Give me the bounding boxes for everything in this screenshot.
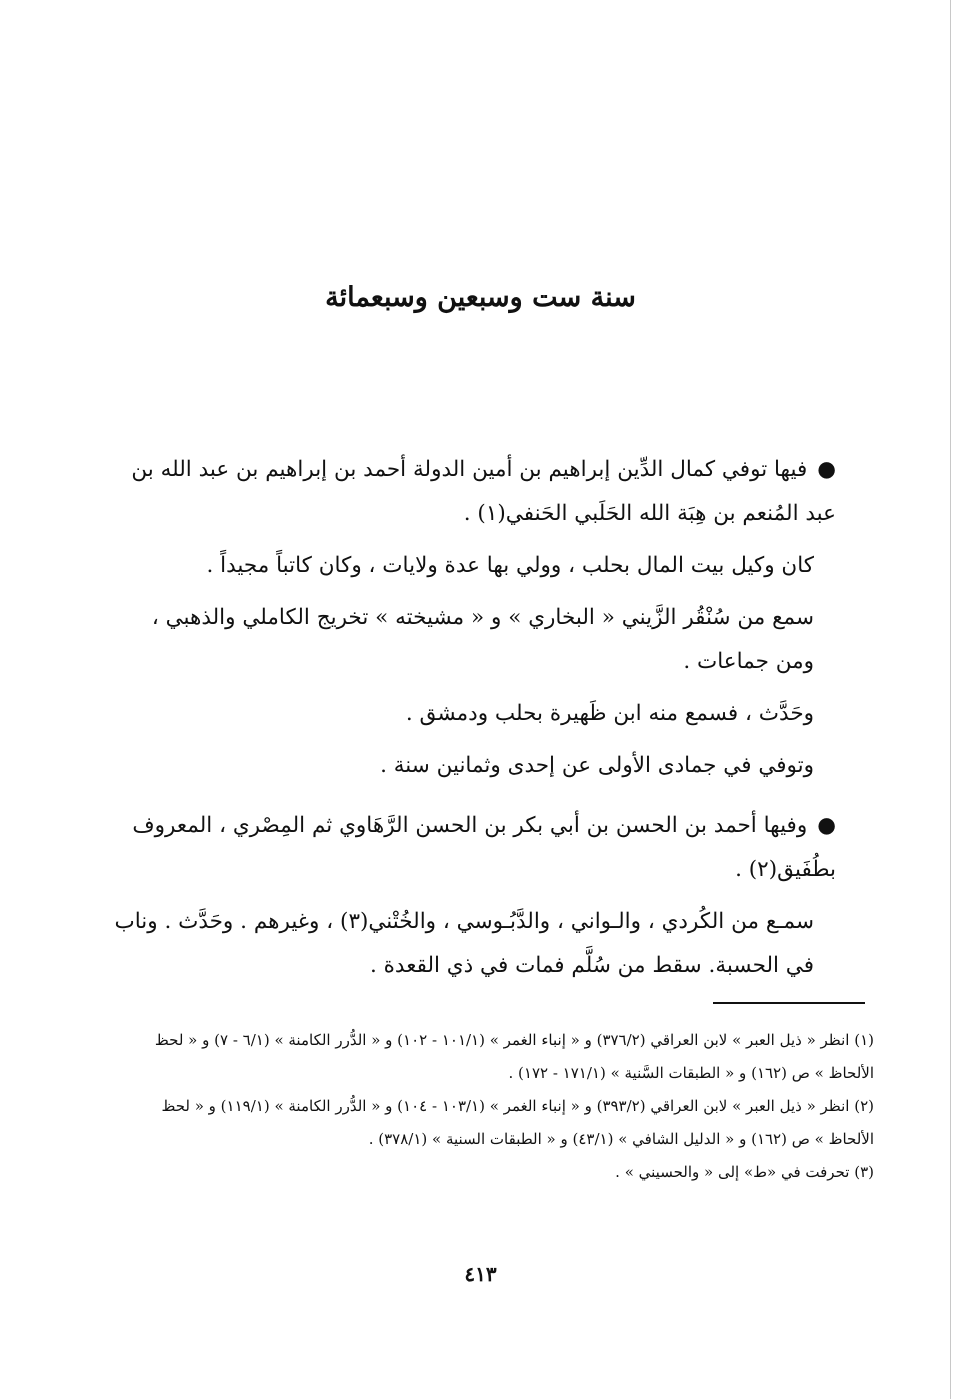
paragraph-text: فيها توفي كمال الدِّين إبراهيم بن أمين الدولة أحمد بن إبراهيم بن عبد الله بن عبد المُنعم بن هِبَة الله الحَلَبي الحَنفي(١) . [131,457,836,526]
footnote-1: (١) انظر « ذيل العبر » لابن العراقي (٣٧٦/٢) و « إنباء الغمر » (١٠١/١ - ١٠٢) و « الدُّرر الكامنة » (٦/١ - ٧) و « لحظ الألحاظ » ص (١٦٢) و « الطبقات السَّنية » (١٧١/١ - ١٧٢) . [154,1031,874,1082]
paragraph-text: وفيها أحمد بن الحسن بن أبي بكر بن الحسن الرَّهَاوي ثم المِصْري ، المعروف بطُفَيق(٢) . [132,813,836,882]
footnote-separator [713,1002,865,1004]
bullet-icon: ● [817,813,836,838]
footnotes [122,1024,874,1189]
scan-edge-line [950,0,951,1399]
paragraph-3: سمع من سُنْقُر الزَّيني « البخاري » و « مشيخته » تخريج الكاملي والذهبي ، ومن جماعات . [151,605,814,674]
page-number: ٤١٣ [464,1262,497,1286]
paragraph-4: وحَدَّث ، فسمع منه ابن ظَهيرة بحلب ودمشق . [405,701,814,726]
paragraph-5: وتوفي في جمادى الأولى عن إحدى وثمانين سنة . [380,753,814,778]
entry-paragraph-1 [112,448,872,536]
entry-paragraph-2 [112,804,872,892]
paragraph-7: سمـع من الكُردي ، والـواني ، والدَّبُـوسي ، والخُتْني(٣) ، وغيرهم . وحَدَّث . وناب في الحسبة. سقط من سُلَّم فمات في ذي القعدة . [114,909,814,978]
bullet-icon: ● [817,457,836,482]
footnote-2: (٢) انظر « ذيل العبر » لابن العراقي (٣٩٣/٢) و « إنباء الغمر » (١٠٣/١ - ١٠٤) و « الدُّرر الكامنة » (١١٩/١) و « لحظ الألحاظ » ص (١٦٢) و « الدليل الشافي » (٤٣/١) و « الطبقات السنية » (٣٧٨/١) . [161,1097,874,1148]
section-title: سنة ست وسبعين وسبعمائة [325,282,636,313]
footnote-3: (٣) تحرفت في «ط» إلى « والحسيني » . [615,1163,874,1181]
main-text [112,448,872,996]
paragraph-2: كان وكيل بيت المال بحلب ، وولي بها عدة ولايات ، وكان كاتباً مجيداً . [206,553,814,578]
